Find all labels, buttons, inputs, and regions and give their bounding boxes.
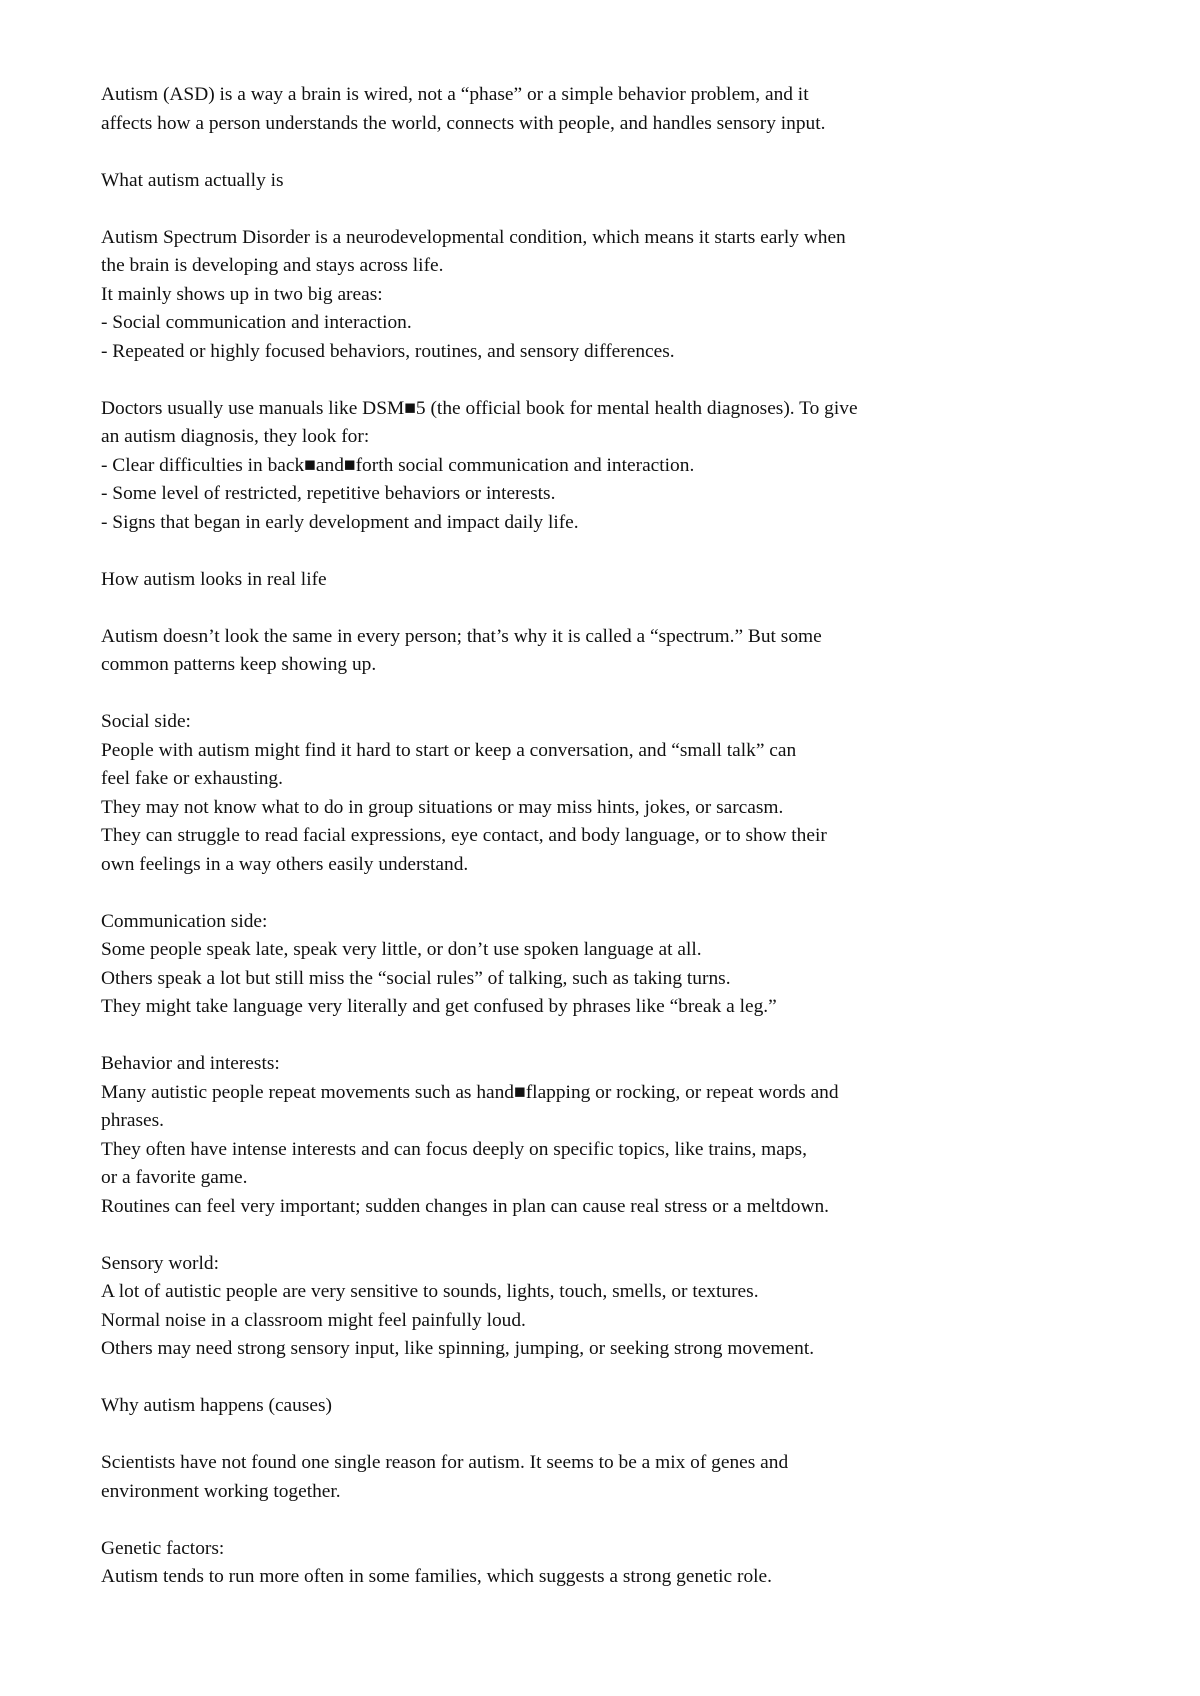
list-item: - Signs that began in early development and impact daily life.: [101, 511, 579, 533]
paragraph-line: It mainly shows up in two big areas:: [101, 283, 383, 305]
paragraph-line: They might take language very literally and get confused by phrases like “break a leg.”: [101, 996, 777, 1017]
blank-line: [101, 594, 1101, 623]
subheading-behavior-interests: Behavior and interests:: [101, 1053, 280, 1074]
blank-line: [101, 1421, 1101, 1450]
document-body: [101, 81, 1101, 1592]
subheading-social-side: Social side:: [101, 711, 191, 732]
section-heading-causes: Why autism happens (causes): [101, 1395, 333, 1416]
paragraph-line: common patterns keep showing up.: [101, 654, 377, 675]
section-heading-real-life: How autism looks in real life: [101, 568, 327, 590]
subheading-sensory-world: Sensory world:: [101, 1252, 219, 1274]
paragraph-line: Doctors usually use manuals like DSM■5 (the official book for mental health diagnoses). To give: [101, 397, 858, 419]
paragraph-line: People with autism might find it hard to start or keep a conversation, and “small talk” can: [101, 739, 797, 761]
paragraph-line: Routines can feel very important; sudden changes in plan can cause real stress or a meltdown.: [101, 1195, 829, 1217]
subheading-communication-side: Communication side:: [101, 910, 268, 932]
list-item: - Clear difficulties in back■and■forth social communication and interaction.: [101, 454, 695, 476]
paragraph-line: phrases.: [101, 1110, 165, 1131]
paragraph-line: an autism diagnosis, they look for:: [101, 426, 370, 447]
intro-line-2: affects how a person understands the world, connects with people, and handles sensory input.: [101, 112, 826, 134]
paragraph-line: own feelings in a way others easily understand.: [101, 853, 469, 875]
paragraph-line: Scientists have not found one single reason for autism. It seems to be a mix of genes and: [101, 1452, 789, 1473]
blank-line: [101, 879, 1101, 908]
subheading-genetic-factors: Genetic factors:: [101, 1537, 225, 1559]
list-item: - Repeated or highly focused behaviors, routines, and sensory differences.: [101, 340, 675, 362]
blank-line: [101, 680, 1101, 709]
paragraph-line: They may not know what to do in group situations or may miss hints, jokes, or sarcasm.: [101, 796, 784, 818]
paragraph-line: They often have intense interests and can focus deeply on specific topics, like trains, maps,: [101, 1138, 807, 1160]
paragraph-line: Many autistic people repeat movements such as hand■flapping or rocking, or repeat words and: [101, 1081, 839, 1103]
section-heading-what-autism-is: What autism actually is: [101, 169, 284, 191]
paragraph-line: Some people speak late, speak very little, or don’t use spoken language at all.: [101, 939, 702, 960]
paragraph-line: environment working together.: [101, 1480, 341, 1502]
paragraph-line: A lot of autistic people are very sensitive to sounds, lights, touch, smells, or textures.: [101, 1281, 759, 1302]
paragraph-line: Autism tends to run more often in some families, which suggests a strong genetic role.: [101, 1566, 773, 1587]
paragraph-line: Others speak a lot but still miss the “social rules” of talking, such as taking turns.: [101, 967, 731, 989]
paragraph-line: Normal noise in a classroom might feel painfully loud.: [101, 1309, 526, 1331]
blank-line: [101, 1364, 1101, 1393]
blank-line: [101, 195, 1101, 224]
paragraph-line: Autism doesn’t look the same in every person; that’s why it is called a “spectrum.” But some: [101, 625, 822, 647]
paragraph-line: or a favorite game.: [101, 1167, 248, 1188]
paragraph-line: They can struggle to read facial expressions, eye contact, and body language, or to show their: [101, 825, 827, 846]
intro-line-1: Autism (ASD) is a way a brain is wired, not a “phase” or a simple behavior problem, and it: [101, 84, 809, 105]
blank-line: [101, 138, 1101, 167]
blank-line: [101, 1506, 1101, 1535]
paragraph-line: the brain is developing and stays across life.: [101, 255, 444, 276]
paragraph-line: Autism Spectrum Disorder is a neurodevelopmental condition, which means it starts early when: [101, 226, 846, 248]
blank-line: [101, 366, 1101, 395]
paragraph-line: feel fake or exhausting.: [101, 768, 283, 789]
list-item: - Some level of restricted, repetitive behaviors or interests.: [101, 483, 556, 504]
blank-line: [101, 537, 1101, 566]
blank-line: [101, 1022, 1101, 1051]
list-item: - Social communication and interaction.: [101, 312, 412, 333]
blank-line: [101, 1221, 1101, 1250]
paragraph-line: Others may need strong sensory input, like spinning, jumping, or seeking strong movement.: [101, 1338, 815, 1359]
